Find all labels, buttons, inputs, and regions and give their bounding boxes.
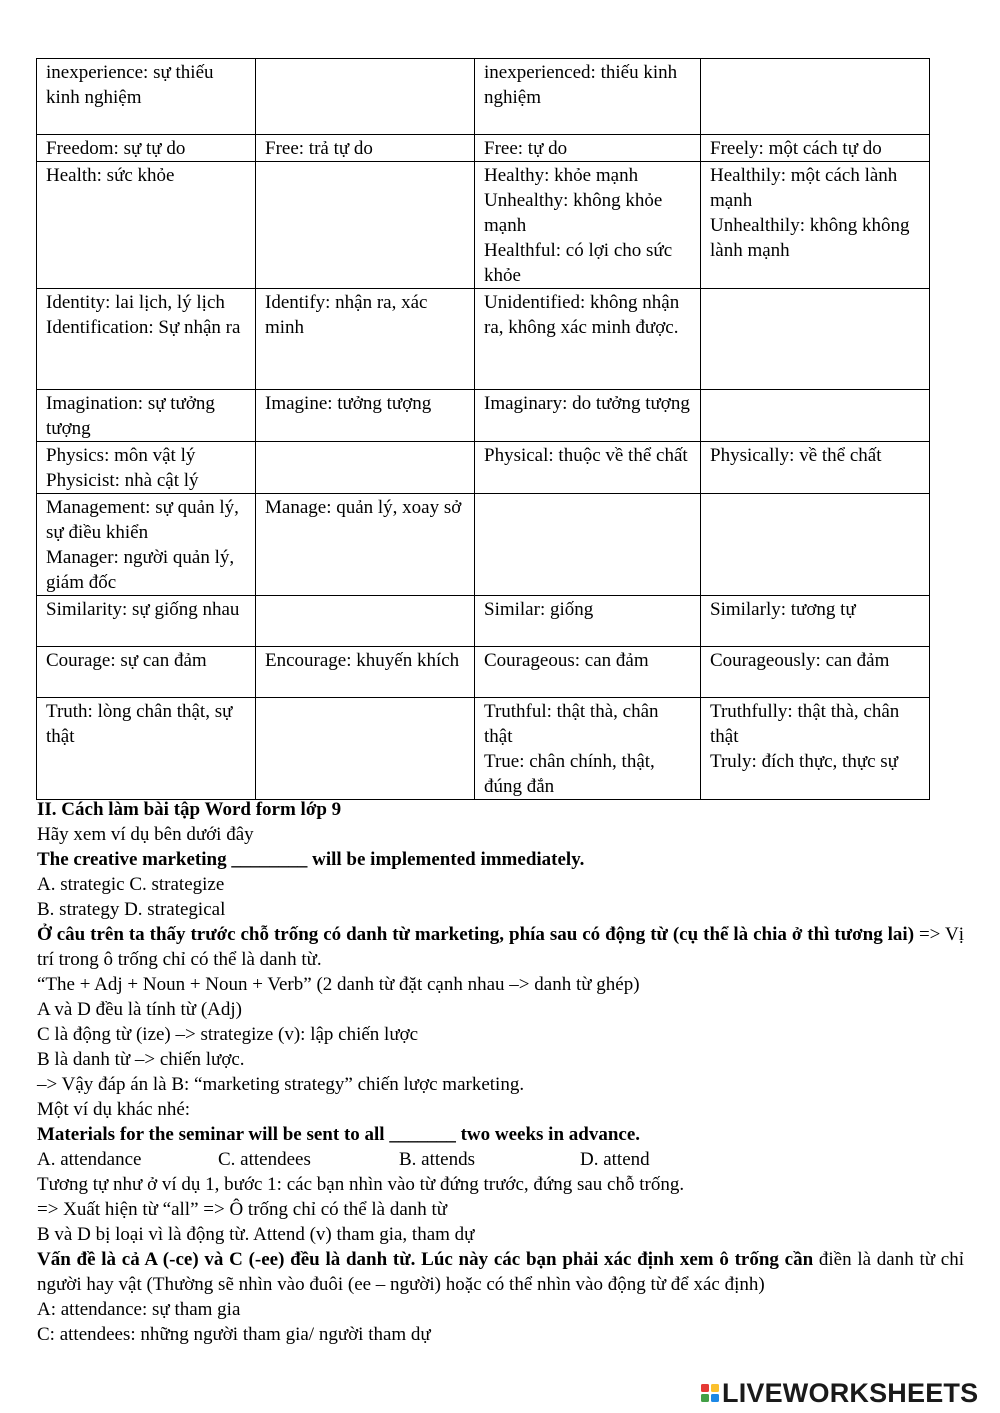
problem-bold-text: Vấn đề là cả A (-ce) và C (-ee) đều là danh từ. Lúc này các bạn phải xác định xem ô trống cần bbox=[37, 1249, 814, 1270]
table-cell bbox=[256, 647, 475, 698]
table-cell bbox=[256, 494, 475, 596]
q1-options-line-1: A. strategic C. strategize bbox=[37, 874, 225, 895]
liveworksheets-logo bbox=[700, 1379, 978, 1407]
q2-option-b: B. attends bbox=[399, 1149, 475, 1170]
table-cell bbox=[475, 59, 701, 135]
cell-line: Truthfully: thật thà, chân thật bbox=[710, 701, 900, 747]
table-cell bbox=[701, 596, 930, 647]
cell-line: Similar: giống bbox=[484, 599, 594, 620]
cell-line: Courageous: can đảm bbox=[484, 650, 649, 671]
table-cell bbox=[256, 162, 475, 289]
table-cell bbox=[256, 135, 475, 162]
table-cell bbox=[475, 494, 701, 596]
cell-line: Imagine: tưởng tượng bbox=[265, 393, 432, 414]
cell-line: Truthful: thật thà, chân thật bbox=[484, 701, 659, 747]
cell-line: Free: trả tự do bbox=[265, 138, 373, 159]
table-cell bbox=[701, 135, 930, 162]
table-cell bbox=[256, 390, 475, 442]
cell-line: Healthy: khỏe mạnh bbox=[484, 165, 639, 186]
cell-line: Freely: một cách tự do bbox=[710, 138, 882, 159]
cell-line: Physicist: nhà cật lý bbox=[46, 470, 199, 491]
cell-line: Freedom: sự tự do bbox=[46, 138, 186, 159]
cell-line: Manager: người quản lý, giám đốc bbox=[46, 547, 235, 593]
cell-line: Similarly: tương tự bbox=[710, 599, 856, 620]
cell-line: Similarity: sự giống nhau bbox=[46, 599, 240, 620]
table-row bbox=[37, 596, 930, 647]
cell-line: Unidentified: không nhận ra, không xác minh được. bbox=[484, 292, 680, 338]
table-cell bbox=[701, 442, 930, 494]
another-example-label: Một ví dụ khác nhé: bbox=[37, 1099, 191, 1120]
table-cell bbox=[475, 390, 701, 442]
example-question-1: The creative marketing ________ will be implemented immediately. bbox=[37, 849, 585, 870]
table-cell bbox=[701, 390, 930, 442]
cell-line: Identity: lai lịch, lý lịch bbox=[46, 292, 225, 313]
table-cell bbox=[475, 442, 701, 494]
cell-line: Identification: Sự nhận ra bbox=[46, 317, 241, 338]
analysis-paragraph bbox=[37, 922, 964, 972]
table-cell bbox=[701, 698, 930, 800]
answer-1: –> Vậy đáp án là B: “marketing strategy” chiến lược marketing. bbox=[37, 1074, 525, 1095]
liveworksheets-logo-icon bbox=[700, 1382, 720, 1404]
adjective-note: A và D đều là tính từ (Adj) bbox=[37, 999, 243, 1020]
table-cell bbox=[475, 162, 701, 289]
intro-text: Hãy xem ví dụ bên dưới đây bbox=[37, 824, 254, 845]
table-cell bbox=[475, 289, 701, 390]
cell-line: Healthful: có lợi cho sức khỏe bbox=[484, 240, 673, 286]
table-cell bbox=[701, 59, 930, 135]
cell-line: Free: tự do bbox=[484, 138, 568, 159]
cell-line: Physical: thuộc về thể chất bbox=[484, 445, 688, 466]
table-row bbox=[37, 59, 930, 135]
table-cell bbox=[37, 289, 256, 390]
table-row bbox=[37, 289, 930, 390]
table-cell bbox=[256, 596, 475, 647]
explanation-section bbox=[37, 797, 964, 1347]
q2-option-d: D. attend bbox=[580, 1149, 650, 1170]
cell-line: Unhealthy: không khỏe mạnh bbox=[484, 190, 663, 236]
table-cell bbox=[37, 162, 256, 289]
q2-options bbox=[37, 1147, 964, 1172]
table-cell bbox=[701, 494, 930, 596]
table-row bbox=[37, 494, 930, 596]
cell-line: Courageously: can đảm bbox=[710, 650, 890, 671]
table-cell bbox=[256, 698, 475, 800]
cell-line: Imaginary: do tưởng tượng bbox=[484, 393, 690, 414]
example-question-2: Materials for the seminar will be sent to all _______ two weeks in advance. bbox=[37, 1124, 641, 1145]
table-cell bbox=[475, 135, 701, 162]
table-row bbox=[37, 442, 930, 494]
table-row bbox=[37, 135, 930, 162]
cell-line: Imagination: sự tưởng tượng bbox=[46, 393, 215, 439]
word-form-table bbox=[36, 58, 930, 800]
noun-note: B là danh từ –> chiến lược. bbox=[37, 1049, 245, 1070]
cell-line: Management: sự quản lý, sự điều khiển bbox=[46, 497, 239, 543]
step-2: => Xuất hiện từ “all” => Ô trống chỉ có thể là danh từ bbox=[37, 1199, 448, 1220]
table-cell bbox=[475, 647, 701, 698]
table-row bbox=[37, 647, 930, 698]
table-row bbox=[37, 390, 930, 442]
step-1: Tương tự như ở ví dụ 1, bước 1: các bạn nhìn vào từ đứng trước, đứng sau chỗ trống. bbox=[37, 1174, 685, 1195]
table-cell bbox=[37, 442, 256, 494]
table-cell bbox=[37, 647, 256, 698]
table-cell bbox=[701, 162, 930, 289]
table-cell bbox=[37, 59, 256, 135]
q1-options-line-2: B. strategy D. strategical bbox=[37, 899, 226, 920]
table-cell bbox=[37, 390, 256, 442]
table-cell bbox=[256, 59, 475, 135]
cell-line: Truth: lòng chân thật, sự thật bbox=[46, 701, 233, 747]
table-row bbox=[37, 162, 930, 289]
cell-line: Courage: sự can đảm bbox=[46, 650, 207, 671]
word-form-table-body bbox=[37, 59, 930, 800]
cell-line: Identify: nhận ra, xác minh bbox=[265, 292, 428, 338]
section-heading: II. Cách làm bài tập Word form lớp 9 bbox=[37, 799, 342, 820]
definition-c: C: attendees: những người tham gia/ người tham dự bbox=[37, 1324, 431, 1345]
table-cell bbox=[475, 698, 701, 800]
cell-line: Physically: về thể chất bbox=[710, 445, 882, 466]
formula-line: “The + Adj + Noun + Noun + Verb” (2 danh từ đặt cạnh nhau –> danh từ ghép) bbox=[37, 974, 640, 995]
definition-a: A: attendance: sự tham gia bbox=[37, 1299, 241, 1320]
problem-rest-text: điền là danh từ chỉ người hay vật (Thường sẽ nhìn vào đuôi (ee – người) hoặc có thể nhìn vào động từ để xác định) bbox=[37, 1249, 965, 1295]
cell-line: Encourage: khuyến khích bbox=[265, 650, 460, 671]
cell-line: Manage: quản lý, xoay sở bbox=[265, 497, 462, 518]
table-cell bbox=[701, 647, 930, 698]
table-cell bbox=[37, 135, 256, 162]
q2-option-c: C. attendees bbox=[218, 1149, 311, 1170]
table-cell bbox=[256, 442, 475, 494]
cell-line: Truly: đích thực, thực sự bbox=[710, 751, 898, 772]
table-cell bbox=[37, 698, 256, 800]
analysis-rest-text: => Vị trí trong ô trống chỉ có thể là danh từ. bbox=[37, 924, 964, 970]
table-cell bbox=[475, 596, 701, 647]
cell-line: Healthily: một cách lành mạnh bbox=[710, 165, 898, 211]
table-cell bbox=[37, 494, 256, 596]
problem-paragraph bbox=[37, 1247, 964, 1297]
cell-line: True: chân chính, thật, đúng đắn bbox=[484, 751, 655, 797]
cell-line: Unhealthily: không không lành mạnh bbox=[710, 215, 910, 261]
table-cell bbox=[701, 289, 930, 390]
step-3: B và D bị loại vì là động từ. Attend (v) tham gia, tham dự bbox=[37, 1224, 475, 1245]
table-cell bbox=[37, 596, 256, 647]
table-cell bbox=[256, 289, 475, 390]
liveworksheets-logo-text: LIVEWORKSHEETS bbox=[722, 1377, 979, 1408]
cell-line: inexperienced: thiếu kinh nghiệm bbox=[484, 62, 678, 108]
cell-line: inexperience: sự thiếu kinh nghiệm bbox=[46, 62, 214, 108]
cell-line: Physics: môn vật lý bbox=[46, 445, 196, 466]
verb-note: C là động từ (ize) –> strategize (v): lập chiến lược bbox=[37, 1024, 419, 1045]
table-row bbox=[37, 698, 930, 800]
analysis-bold-text: Ở câu trên ta thấy trước chỗ trống có danh từ marketing, phía sau có động từ (cụ thể là chia ở thì tương lai) bbox=[37, 924, 915, 945]
q2-option-a: A. attendance bbox=[37, 1149, 142, 1170]
cell-line: Health: sức khỏe bbox=[46, 165, 175, 186]
